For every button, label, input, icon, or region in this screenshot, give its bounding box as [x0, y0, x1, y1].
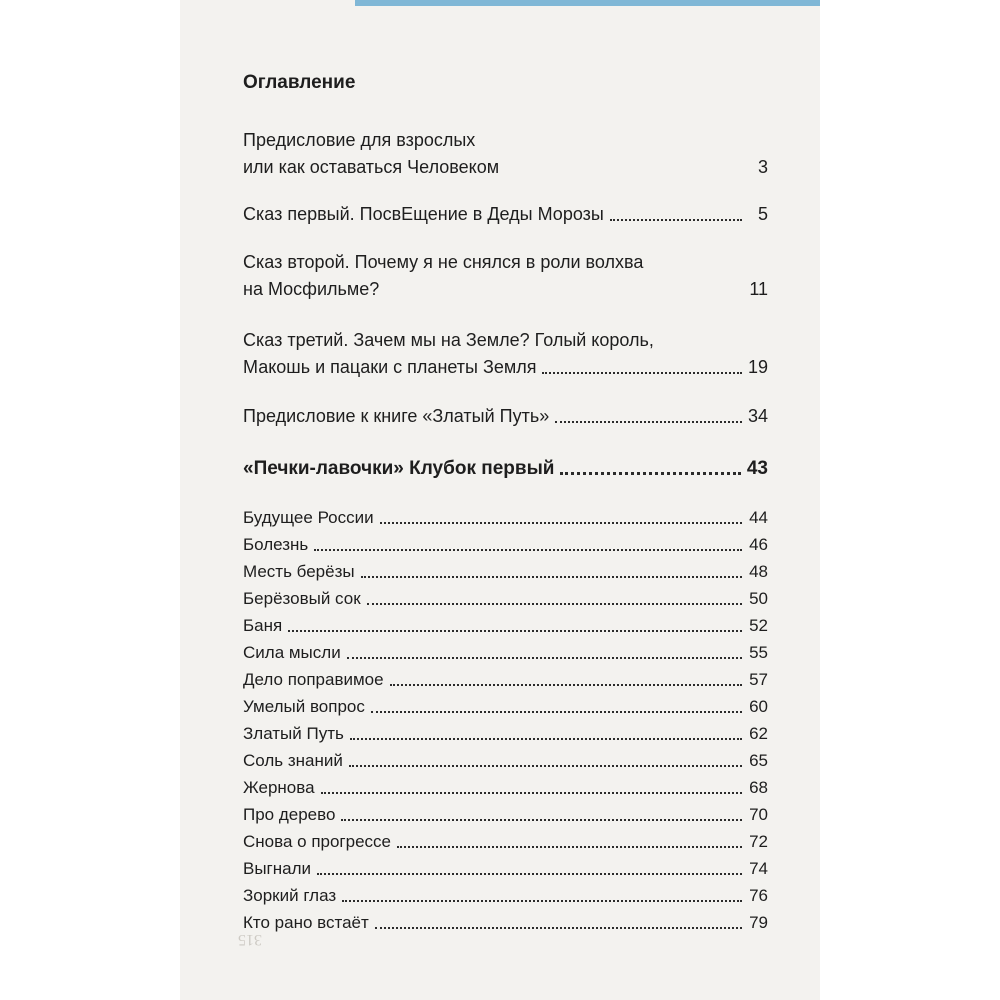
dot-leader — [361, 574, 742, 578]
toc-page-number: 65 — [749, 751, 768, 770]
toc-entry — [243, 127, 768, 181]
toc-item — [243, 828, 768, 855]
toc-item-title: Кто рано встаёт — [243, 913, 369, 932]
toc-item-title: Зоркий глаз — [243, 886, 337, 905]
toc-item-title: Выгнали — [243, 859, 312, 878]
toc-item — [243, 531, 768, 558]
toc-item — [243, 882, 768, 909]
toc-page-number: 55 — [749, 643, 768, 662]
dot-leader — [610, 217, 742, 221]
toc-entry — [243, 327, 768, 381]
toc-item — [243, 693, 768, 720]
toc-page-number: 68 — [749, 778, 768, 797]
toc-page-number: 79 — [749, 913, 768, 932]
toc-page-number: 76 — [749, 886, 768, 905]
toc-item — [243, 909, 768, 936]
toc-item-title: Баня — [243, 616, 283, 635]
toc-item-title: Дело поправимое — [243, 670, 384, 689]
dot-leader — [380, 520, 742, 524]
toc-page-number: 19 — [747, 357, 768, 377]
toc-item — [243, 504, 768, 531]
toc-page-number: 62 — [749, 724, 768, 743]
toc-entry-line: или как оставаться Человеком — [243, 157, 500, 177]
toc-item-title: Будущее России — [243, 508, 374, 527]
toc-entry — [243, 249, 768, 303]
toc-title: Оглавление — [243, 72, 356, 93]
toc-page-number: 11 — [749, 279, 768, 299]
page-edge-tab — [355, 0, 820, 6]
toc-item-list — [243, 504, 768, 936]
toc-item — [243, 801, 768, 828]
toc-item — [243, 558, 768, 585]
toc-page-number: 50 — [749, 589, 768, 608]
toc-item-title: Месть берёзы — [243, 562, 355, 581]
toc-item-title: Сила мысли — [243, 643, 341, 662]
toc-page-number: 3 — [757, 157, 768, 177]
toc-entry-line: Сказ первый. ПосвЕщение в Деды Морозы — [243, 204, 604, 224]
dot-leader — [321, 790, 742, 794]
dot-leader — [314, 547, 742, 551]
toc-item — [243, 720, 768, 747]
toc-page-number: 34 — [747, 406, 768, 426]
page-folio: 315 — [238, 931, 262, 948]
dot-leader — [350, 736, 742, 740]
toc-page-number: 74 — [749, 859, 768, 878]
dot-leader — [367, 601, 742, 605]
toc-item — [243, 585, 768, 612]
dot-leader — [555, 419, 742, 423]
toc-item-title: Про дерево — [243, 805, 336, 824]
toc-page-number: 43 — [746, 458, 768, 479]
toc-item — [243, 747, 768, 774]
toc-item — [243, 855, 768, 882]
toc-item — [243, 612, 768, 639]
dot-leader — [560, 470, 740, 475]
toc-entry — [243, 201, 768, 228]
toc-item-title: Златый Путь — [243, 724, 344, 743]
toc-page-number: 70 — [749, 805, 768, 824]
toc-item-title: Соль знаний — [243, 751, 343, 770]
dot-leader — [288, 628, 742, 632]
toc-section-title: «Печки-лавочки» Клубок первый — [243, 458, 555, 479]
dot-leader — [347, 655, 742, 659]
toc-item-title: Жернова — [243, 778, 315, 797]
toc-item — [243, 774, 768, 801]
dot-leader — [341, 817, 742, 821]
toc-section — [243, 455, 768, 482]
dot-leader — [542, 370, 741, 374]
toc-entry-line: Предисловие к книге «Златый Путь» — [243, 406, 550, 426]
toc-page-number: 5 — [757, 204, 768, 224]
toc-item-title: Снова о прогрессе — [243, 832, 391, 851]
toc-item-title: Умелый вопрос — [243, 697, 365, 716]
toc-page-number: 46 — [749, 535, 768, 554]
dot-leader — [349, 763, 742, 767]
toc-page-number: 48 — [749, 562, 768, 581]
toc-entry-line: на Мосфильме? — [243, 279, 380, 299]
toc-item — [243, 666, 768, 693]
dot-leader — [342, 898, 742, 902]
dot-leader — [371, 709, 742, 713]
toc-page-number: 72 — [749, 832, 768, 851]
toc-entry-line: Сказ второй. Почему я не снялся в роли волхва — [243, 252, 644, 272]
toc-page-number: 57 — [749, 670, 768, 689]
dot-leader — [397, 844, 742, 848]
toc-item-title: Берёзовый сок — [243, 589, 361, 608]
toc-page-number: 60 — [749, 697, 768, 716]
toc-entry-line: Сказ третий. Зачем мы на Земле? Голый король, — [243, 330, 654, 350]
toc-page-number: 52 — [749, 616, 768, 635]
toc-entry-line: Макошь и пацаки с планеты Земля — [243, 357, 537, 377]
toc-entry — [243, 403, 768, 430]
toc-item — [243, 639, 768, 666]
dot-leader — [317, 871, 742, 875]
dot-leader — [375, 925, 742, 929]
toc-page-number: 44 — [749, 508, 768, 527]
toc-entry-line: Предисловие для взрослых — [243, 130, 476, 150]
toc-item-title: Болезнь — [243, 535, 309, 554]
dot-leader — [390, 682, 742, 686]
